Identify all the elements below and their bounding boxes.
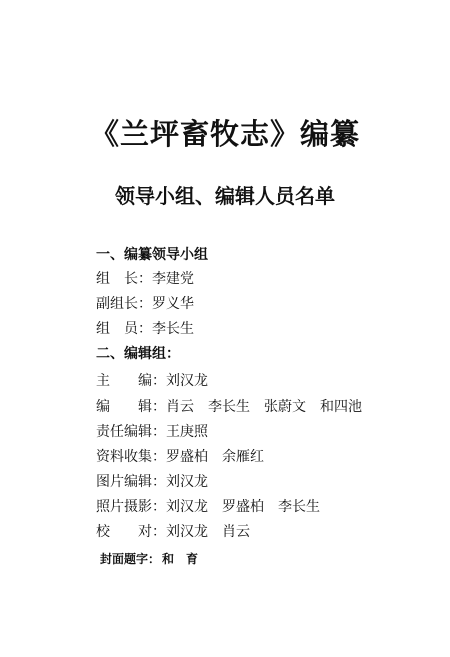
editorial-row (96, 396, 376, 416)
person-name: 张蔚文 (264, 399, 306, 415)
person-name: 刘汉龙 (166, 373, 208, 389)
cover-inscription-credit (100, 550, 210, 567)
role-label: 图片编辑： (96, 474, 166, 490)
role-label: 编 辑： (96, 399, 166, 415)
role-label: 组 员： (96, 321, 152, 337)
role-label: 照片摄影： (96, 499, 166, 515)
section-heading-leadership: 一、编纂领导小组 (96, 247, 208, 263)
person-name: 罗盛柏 (166, 449, 208, 465)
role-label: 副组长： (96, 296, 152, 312)
person-name: 和四池 (320, 399, 362, 415)
person-name: 罗义华 (152, 296, 194, 312)
section-heading-editorial: 二、编辑组： (96, 346, 180, 362)
person-name: 刘汉龙 (166, 524, 208, 540)
role-label: 主 编： (96, 373, 166, 389)
editorial-row (96, 496, 334, 516)
editorial-row (96, 421, 222, 441)
cover-inscription-label: 封面题字： (100, 552, 161, 566)
leadership-row (96, 293, 208, 313)
leadership-row (96, 268, 208, 288)
person-name: 罗盛柏 (222, 499, 264, 515)
person-name: 刘汉龙 (166, 499, 208, 515)
editorial-row (96, 521, 264, 541)
person-name: 余雁红 (222, 449, 264, 465)
person-name: 刘汉龙 (166, 474, 208, 490)
person-name: 肖云 (222, 524, 250, 540)
person-name: 王庚照 (166, 424, 208, 440)
editorial-row (96, 471, 222, 491)
leadership-row (96, 318, 208, 338)
person-name: 和 (162, 552, 175, 566)
editorial-row (96, 370, 222, 390)
role-label: 责任编辑： (96, 424, 166, 440)
person-name: 育 (186, 552, 199, 566)
document-subtitle: 领导小组、编辑人员名单 (115, 184, 335, 208)
role-label: 校 对： (96, 524, 166, 540)
person-name: 李长生 (152, 321, 194, 337)
document-title: 《兰坪畜牧志》编纂 (89, 117, 360, 151)
person-name: 肖云 (166, 399, 194, 415)
role-label: 资料收集： (96, 449, 166, 465)
person-name: 李建党 (152, 271, 194, 287)
editorial-row (96, 446, 278, 466)
person-name: 李长生 (278, 499, 320, 515)
person-name: 李长生 (208, 399, 250, 415)
role-label: 组 长： (96, 271, 152, 287)
